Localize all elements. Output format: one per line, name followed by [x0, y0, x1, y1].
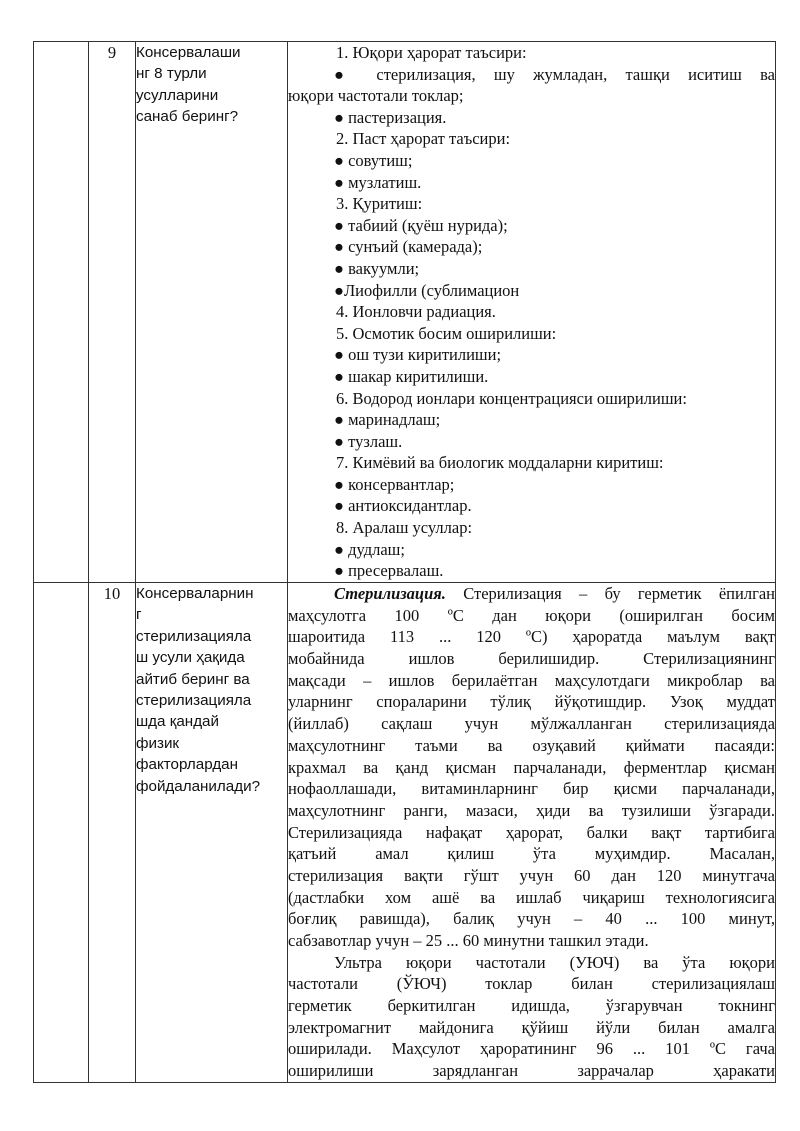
paragraph-line: оширилиши зарядланган заррачалар ҳаракати [288, 1061, 775, 1081]
paragraph-line: мобайнида ишлов берилишидир. Стерилизациянинг [288, 649, 775, 669]
paragraph-line: уларнинг спораларини тўлиқ йўқотишдир. Узоқ муддат [288, 692, 775, 712]
question-line: ш усули ҳақида [136, 649, 245, 667]
answer-bullet: ● антиоксидантлар. [334, 496, 472, 516]
term-heading: Стерилизация. [334, 584, 446, 603]
paragraph-line: шароитида 113 ... 120 ºС) ҳароратда маълум вақт [288, 627, 775, 647]
answer-heading: 6. Водород ионлари концентрацияси оширилиши: [336, 388, 687, 408]
answer-heading: 5. Осмотик босим оширилиши: [336, 323, 557, 343]
answer-heading: 8. Аралаш усуллар: [336, 518, 473, 538]
paragraph-line: Стерилизацияда нафақат ҳарорат, балки вақт тартибига [288, 822, 775, 842]
answer-bullet: ● шакар киритилиши. [334, 366, 489, 386]
paragraph-line: боғлиқ равишда), балиқ учун – 40 ... 100 минут, [288, 909, 775, 929]
paragraph-line: мақсади – ишлов берилаётган маҳсулотдаги микроблар ва [288, 670, 775, 690]
table-row [34, 583, 776, 1083]
question-line: г [136, 606, 142, 624]
question-line: стерилизацияла [136, 692, 252, 710]
paragraph-line: (дастлабки хом ашё ва ишлаб чиқариш технологиясига [288, 887, 775, 907]
paragraph-line: стерилизация вақти гўшт учун 60 дан 120 минутгача [288, 865, 775, 885]
paragraph-line: (йиллаб) сақлаш учун мўлжалланган стерилизацияда [288, 714, 775, 734]
answer-bullet: ● ош тузи киритилиши; [334, 345, 502, 365]
answer-heading: 1. Юқори ҳарорат таъсири: [336, 43, 527, 62]
answer-bullet: ● пастеризация. [334, 107, 447, 127]
paragraph-line: Ультра юқори частотали (УЮЧ) ва ўта юқори [334, 952, 775, 972]
answer-cell [288, 42, 776, 583]
row-number: 10 [89, 583, 136, 1083]
row-number: 9 [89, 42, 136, 583]
question-line: шда қандай [136, 713, 219, 731]
empty-cell [34, 42, 89, 583]
question-line: Консерваларнин [136, 585, 254, 602]
paragraph-line: герметик беркитилган идишда, ўзгарувчан токнинг [288, 996, 775, 1016]
answer-bullet: ● стерилизация, шу жумладан, ташқи иситиш ва [334, 64, 775, 84]
question-line: фойдаланилади? [136, 777, 261, 795]
answer-bullet: ● сунъий (камерада); [334, 237, 483, 257]
paragraph-line: сабзавотлар учун – 25 ... 60 минутни ташкил этади. [288, 931, 649, 950]
table-row [34, 42, 776, 583]
paragraph-line: нофаоллашади, витаминларнинг бир қисми парчаланади, [288, 779, 775, 799]
paragraph-line: маҳсулотнинг ранги, мазаси, ҳиди ва тузилиши ўзгаради. [288, 800, 775, 820]
question-cell [136, 42, 288, 583]
paragraph-line: крахмал ва қанд қисман парчаланади, ферментлар қисман [288, 757, 775, 777]
question-line: физик [136, 734, 180, 752]
answer-bullet: ● дудлаш; [334, 539, 405, 559]
answer-paragraph [288, 583, 775, 952]
questions-table [33, 41, 776, 1083]
question-cell [136, 583, 288, 1083]
question-line: нг 8 турли [136, 65, 207, 83]
answer-heading: 7. Кимёвий ва биологик моддаларни киритиш: [336, 453, 664, 473]
question-line: стерилизацияла [136, 627, 252, 645]
answer-heading: 2. Паст ҳарорат таъсири: [336, 129, 511, 149]
answer-bullet: ● вакуумли; [334, 258, 420, 278]
answer-paragraph [288, 952, 775, 1082]
answer-text: юқори частотали токлар; [288, 86, 464, 106]
question-line: Консервалаши [136, 44, 241, 61]
answer-cell [288, 583, 776, 1083]
answer-bullet: ● совутиш; [334, 150, 413, 170]
answer-heading: 4. Ионловчи радиация. [336, 302, 496, 322]
answer-bullet: ●Лиофилли (сублимацион [334, 280, 520, 300]
answer-heading: 3. Қуритиш: [336, 194, 423, 214]
question-line: айтиб беринг ва [136, 670, 250, 688]
answer-bullet: ● тузлаш. [334, 431, 403, 451]
answer-bullet: ● пресервалаш. [334, 561, 444, 581]
paragraph-line: маҳсулотнинг таъми ва озуқавий қиймати пасаяди: [288, 735, 775, 755]
answer-bullet: ● музлатиш. [334, 172, 422, 192]
paragraph-line: қатъий амал қилиш ўта муҳимдир. Масалан, [288, 844, 775, 864]
question-line: факторлардан [136, 756, 239, 774]
paragraph-line: Стерилизация. Стерилизация – бу герметик ёпилган [334, 584, 775, 603]
answer-bullet: ● маринадлаш; [334, 410, 441, 430]
answer-bullet: ● консервантлар; [334, 474, 455, 494]
empty-cell [34, 583, 89, 1083]
paragraph-line: оширилади. Маҳсулот ҳароратининг 96 ... 101 ºС гача [288, 1039, 775, 1059]
answer-bullet: ● табиий (қуёш нурида); [334, 215, 508, 235]
paragraph-line: частотали (ЎЮЧ) токлар билан стерилизациялаш [288, 974, 775, 994]
question-line: усулларини [136, 86, 219, 104]
paragraph-line: электромагнит майдонига қўйиш йўли билан амалга [288, 1017, 775, 1037]
paragraph-line: маҳсулотга 100 ºС дан юқори (оширилган босим [288, 605, 775, 625]
question-line: санаб беринг? [136, 108, 239, 126]
